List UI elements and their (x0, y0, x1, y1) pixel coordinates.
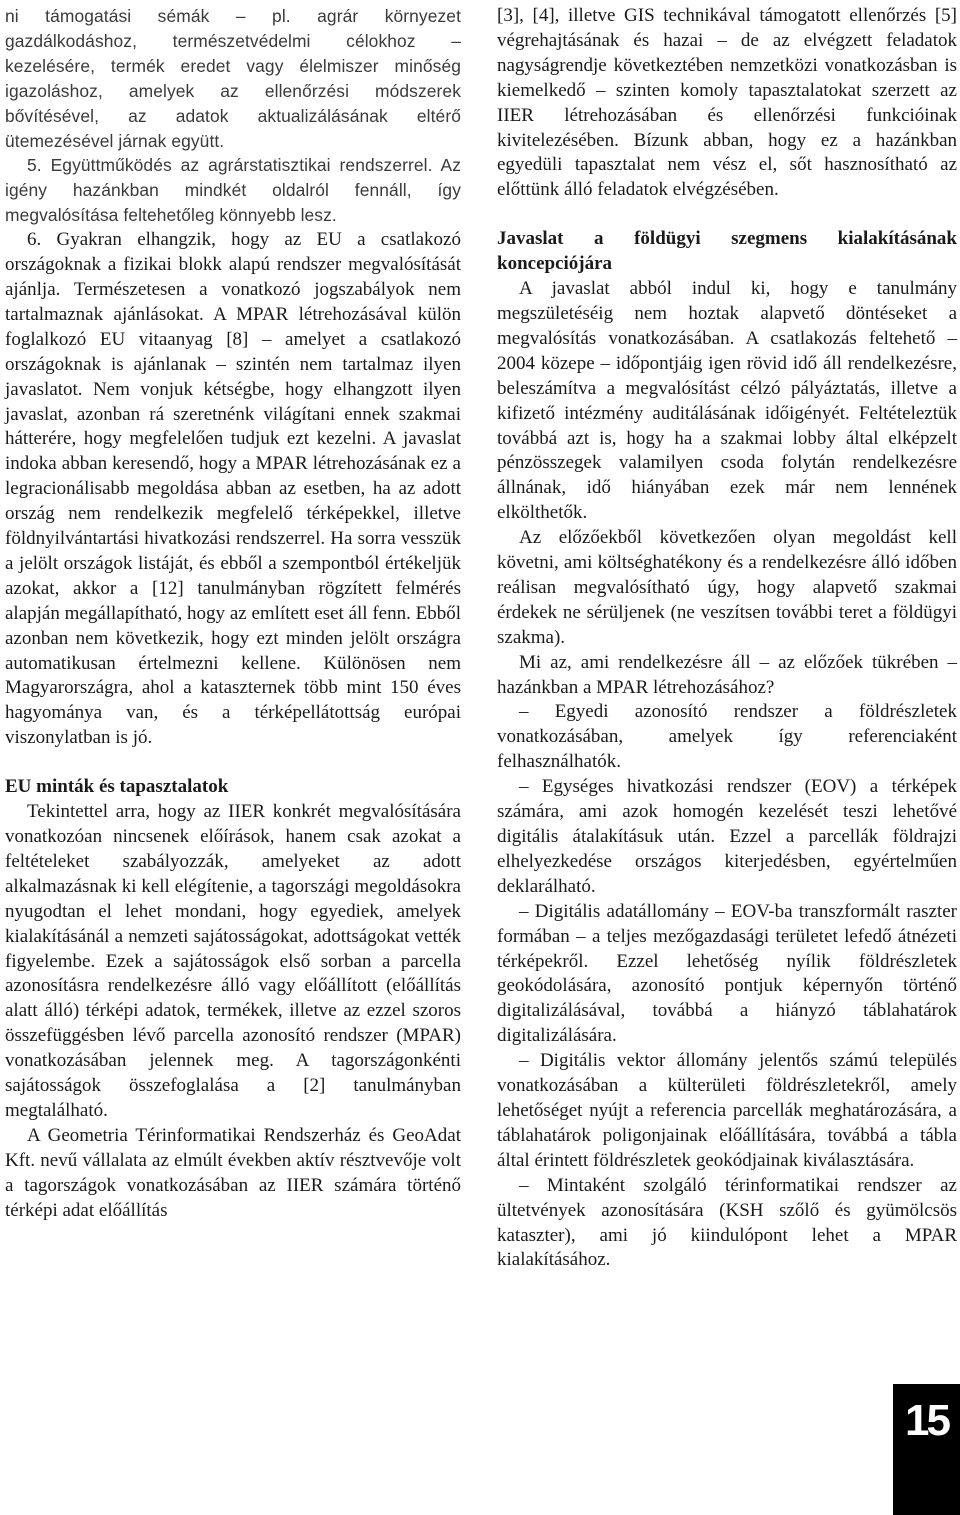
list-item-eov: – Egységes hivatkozási rendszer (EOV) a térképek számára, ami azok homogén kezelését teszi lehetővé digitális átalakításuk után. Ezzel a parcellák földrajzi elhelyezkedése országos kiterjedésben, egyértelműen deklarálható. (497, 776, 957, 897)
paragraph-proposal-2: Az előzőekből következően olyan megoldást kell követni, ami költséghatékony és a rendelkezésre álló időben reálisan megvalósítható úgy, hogy alapvető szakmai érdekek ne sérüljenek (ne veszítsen további teret a földügyi szakma). (497, 527, 957, 648)
paragraph-eu-2: A Geometria Térinformatikai Rendszerház és GeoAdat Kft. nevű vállalata az elmúlt években aktív résztvevője volt a tagországok vonatkozásában az IIER számára történő térképi adat előállítás (5, 1124, 461, 1221)
left-column (5, 4, 461, 1224)
section-heading-proposal: Javaslat a földügyi szegmens kialakításának koncepciójára (497, 228, 957, 275)
section-heading-eu: EU minták és tapasztalatok (5, 776, 229, 798)
paragraph-item-6: 6. Gyakran elhangzik, hogy az EU a csatlakozó országoknak a fizikai blokk alapú rendszer megvalósítását ajánlja. Természetesen a vonatkozó jogszabályok nem tartalmaznak ajánlásokat. A MPAR létrehozásával külön foglalkozó EU vitaanyag [8] – amelyet a csatlakozó országoknak is ajánlanak – szintén nem tartalmaz ilyen javaslatot. Nem vonjuk kétségbe, hogy elhangzott ilyen javaslat, azonban rá szeretnénk világítani ennek szakmai hátterére, hogy megfelelően tudjuk ezt kezelni. A javaslat indoka abban keresendő, hogy a MPAR létrehozásának ez a legracionálisabb megoldása abban az esetben, ha az adott ország nem rendelkezik megfelelő térképekkel, illetve földnyilvántartási hivatkozási rendszerrel. Ha sorra vesszük a jelölt országok listáját, és ebből a szempontból értékeljük azokat, akkor a [12] tanulmányban rögzített felmérés alapján megállapítható, hogy az említett eset áll fenn. Ebből azonban nem következik, hogy ezt minden jelölt országra automatikusan értelmezni kellene. Különösen nem Magyarországra, ahol a kataszternek több mint 150 éves hagyománya van, és a térképellátottság európai viszonylatban is jó. (5, 229, 461, 749)
paragraph-eu-1: Tekintettel arra, hogy az IIER konkrét megvalósítására vonatkozóan nincsenek előírások, hanem csak azokat a feltételeket szabályozzák, amelyeket az adott alkalmazásnak ki kell elégítenie, a tagországi megoldásokra nyugodtan el lehet mondani, hogy egyediek, amelyek kialakításánál a nemzeti sajátosságokat, adottságokat vették figyelembe. Ezek a sajátosságok első sorban a parcella azonosításra rendelkezésre álló vagy előállított (előállítás alatt álló) térképi adatok, termékek, illetve az ezzel szoros összefüggésben lévő parcella azonosító rendszer (MPAR) vonatkozásában jelennek meg. A tagországonkénti sajátosságok összefoglalása a [2] tanulmányban megtalálható. (5, 801, 461, 1121)
paragraph-item-5: 5. Együttműködés az agrárstatisztikai rendszerrel. Az igény hazánkban mindkét oldalról fennáll, így megvalósítása feltehetőleg könnyebb lesz. (5, 155, 461, 226)
paragraph-proposal-1: A javaslat abból indul ki, hogy e tanulmány megszületéséig nem hoztak alapvető döntéseket a megvalósítás vonatkozásában. A csatlakozás feltehető – 2004 közepe – időpontjáig igen rövid idő áll rendelkezésre, beleszámítva a megvalósítást célzó pályáztatás, illetve a kifizető intézmény auditálásának időigényét. Feltételeztük továbbá azt is, hogy ha a szakmai lobby által elképzelt pénzösszegek valamilyen csoda folytán rendelkezésre állnának, idő hiányában ezek már nem lennének elkölthetők. (497, 278, 957, 524)
paragraph-continuation: [3], [4], illetve GIS technikával támogatott ellenőrzés [5] végrehajtásának és hazai – de az elvégzett feladatok nagyságrendje következtében nemzetközi vonatkozásban is kiemelkedő – szinten komoly tapasztalatokat szerzett az IIER létrehozásában és ellenőrzési funkcióinak kivitelezésében. Bízunk abban, hogy ez a hazánkban egyedüli tapasztalat nem vész el, sőt hasznosítható az előttünk álló feladatok elvégzésében. (497, 5, 957, 201)
list-item-raster: – Digitális adatállomány – EOV-ba transzformált raszter formában – a teljes mezőgazdasági területet lefedő átnézeti térképekről. Ezzel lehetőség nyílik földrészletek geokódolására, azonosító pontjuk képernyőn történő digitalizálásával, továbbá a hiányzó táblahatárok digitalizálására. (497, 900, 957, 1047)
page-number: 15 (893, 1384, 960, 1515)
paragraph-intro: ni támogatási sémák – pl. agrár környezet gazdálkodáshoz, természetvédelmi célokhoz – kezelésére, termék eredet vagy élelmiszer minőség igazoláshoz, amelyek az ellenőrzési módszerek bővítésével, az adatok aktualizálásának eltérő ütemezésével járnak együtt. (5, 6, 461, 151)
list-item-gis-sample: – Mintaként szolgáló térinformatikai rendszer az ültetvények azonosítására (KSH szőlő és gyümölcsös kataszter), ami jó kiindulópont lehet a MPAR kialakításához. (497, 1174, 957, 1271)
list-item-vector: – Digitális vektor állomány jelentős számú település vonatkozásában a külterületi földrészletekről, amely lehetőséget nyújt a referencia parcellák meghatározására, a táblahatárok poligonjainak előállítására, továbbá a tábla által érintett földrészletek geokódjainak kiválasztására. (497, 1050, 957, 1171)
list-item-identifier: – Egyedi azonosító rendszer a földrészletek vonatkozásában, amelyek így referenciaként felhasználhatók. (497, 701, 957, 773)
paragraph-proposal-3: Mi az, ami rendelkezésre áll – az előzőek tükrében – hazánkban a MPAR létrehozásához? (497, 651, 957, 698)
right-column (497, 4, 957, 1273)
